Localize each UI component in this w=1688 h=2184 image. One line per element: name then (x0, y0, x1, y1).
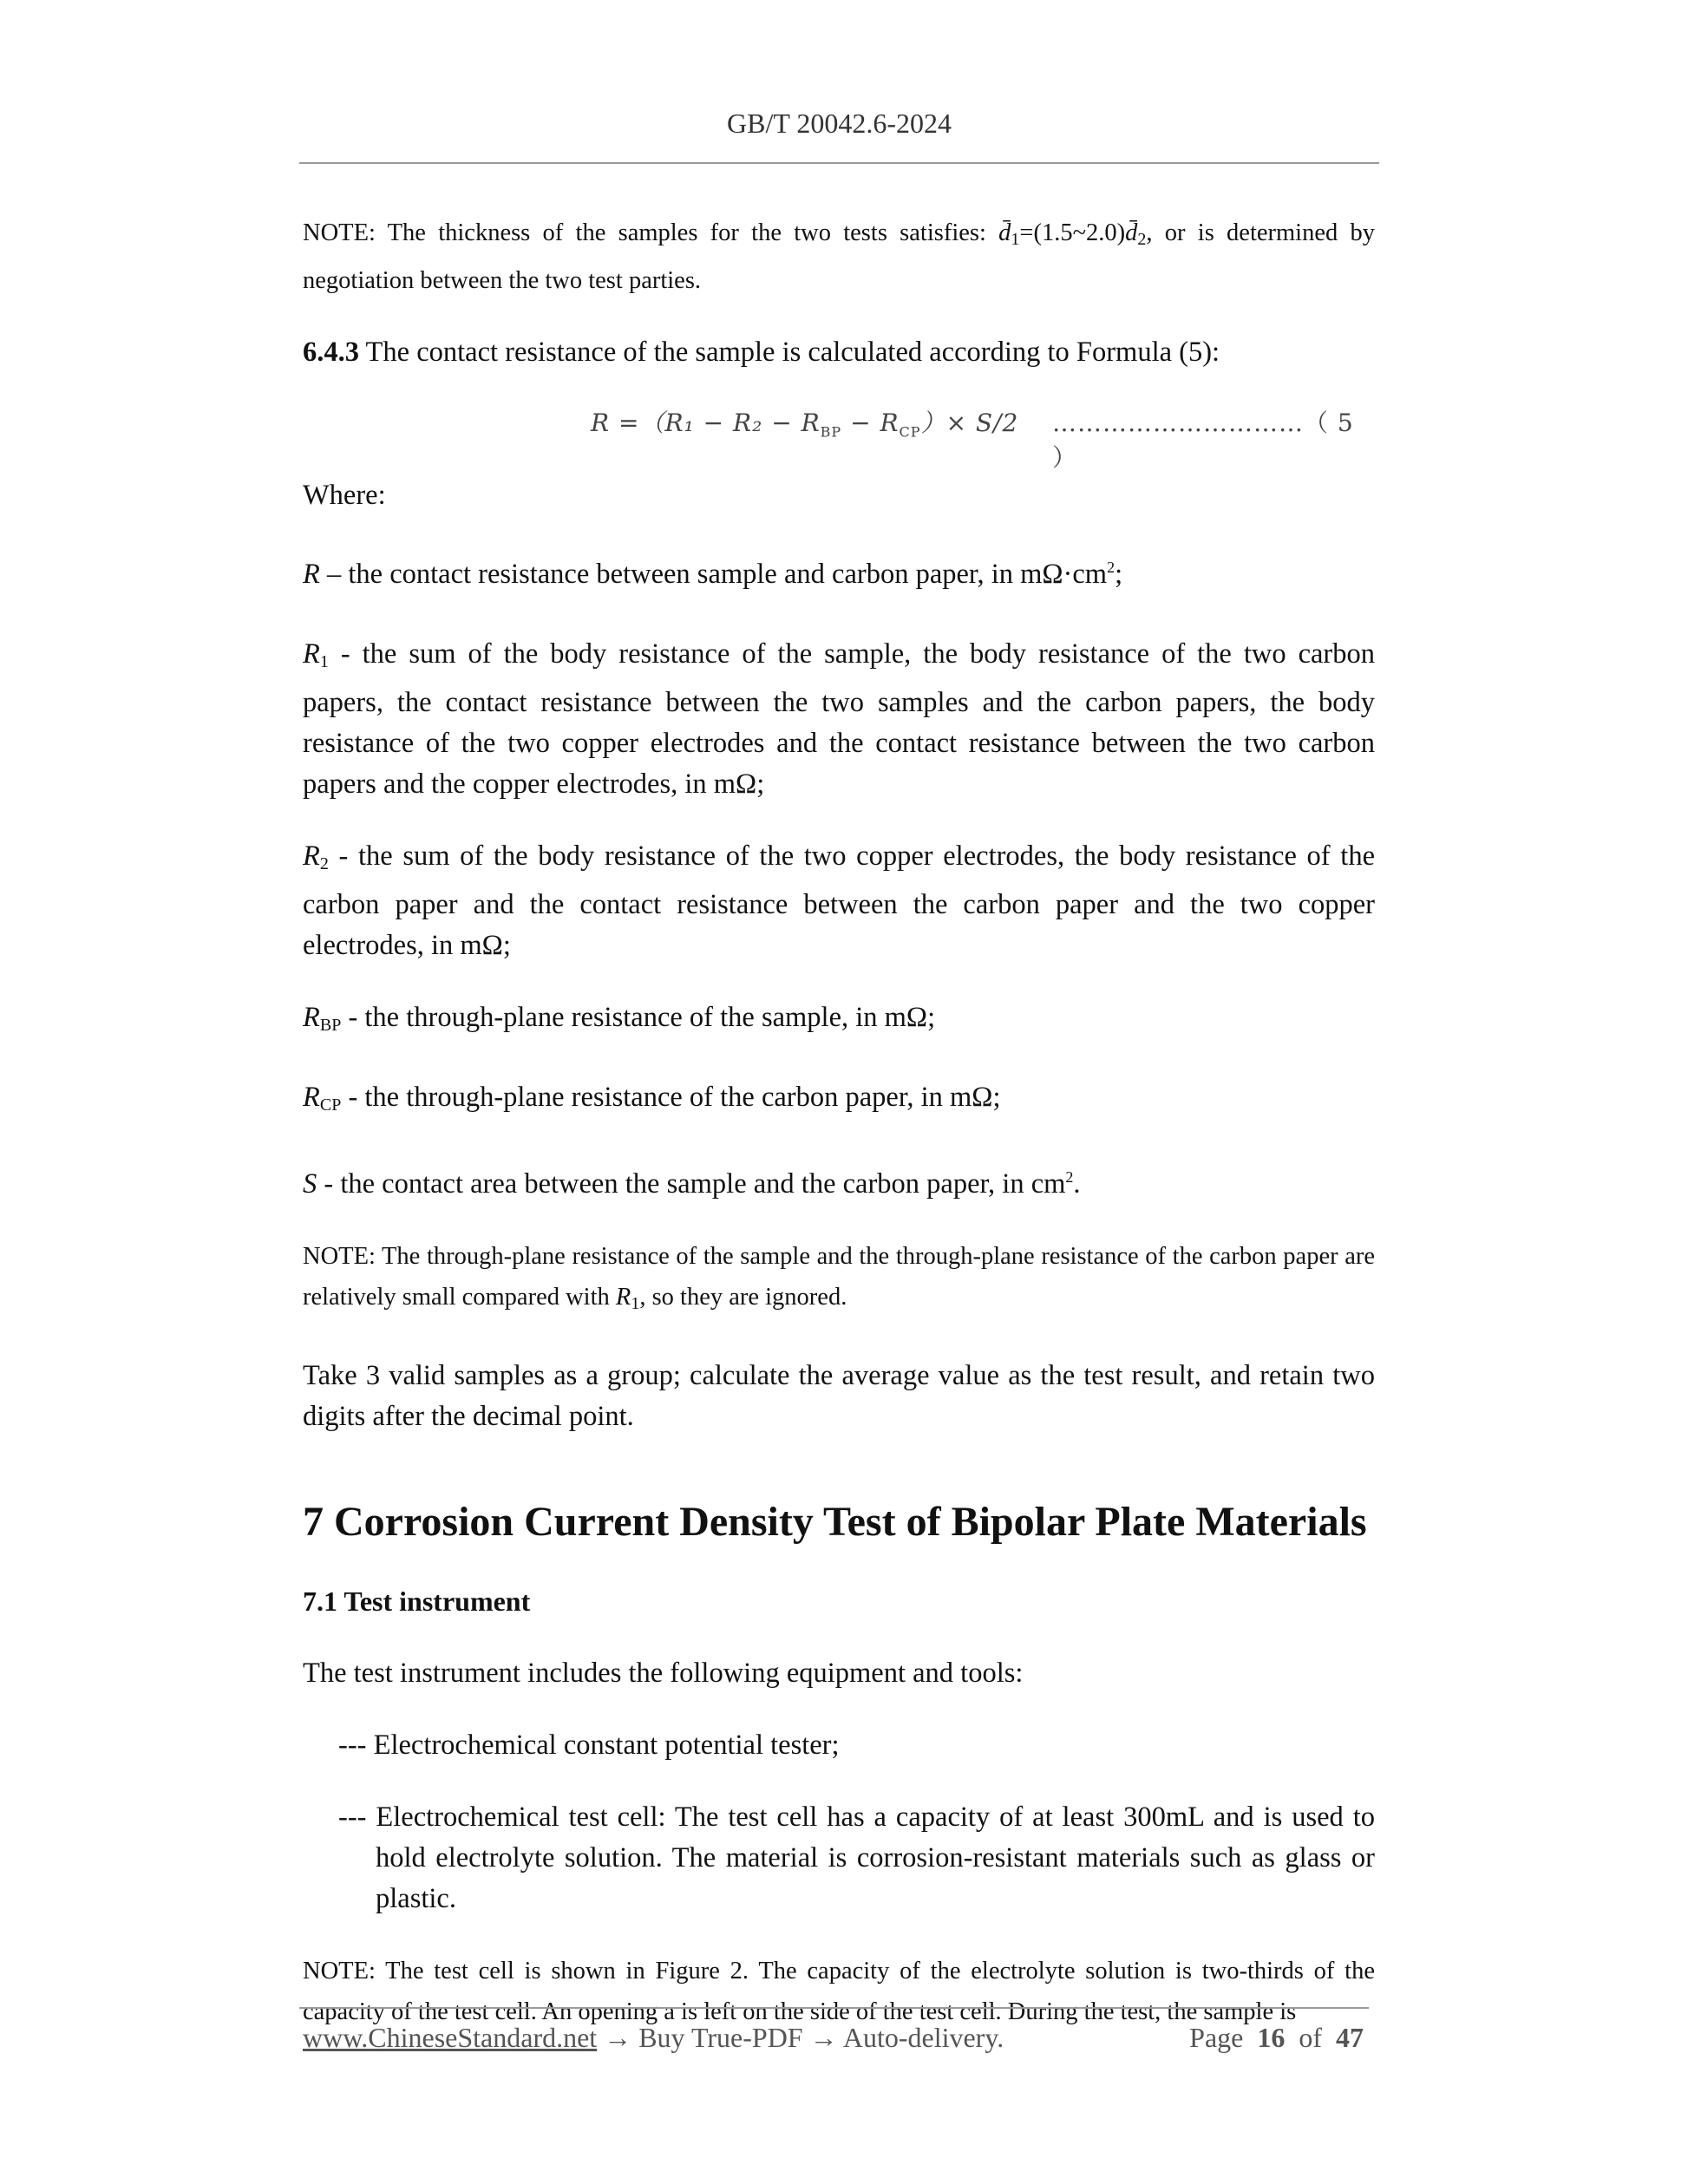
instrument-intro: The test instrument includes the following equipment and tools: (303, 1657, 1024, 1689)
formula-number: …………………………（ 5 ） (1052, 409, 1354, 472)
definition-r: R – the contact resistance between sample and carbon paper, in $m\Omega\cdot cm^2$; (303, 558, 1123, 590)
definition-rcp: $R_{CP}$ - the through-plane resistance of the carbon paper, in mΩ; (303, 1081, 1001, 1115)
note-through-plane: NOTE: The through-plane resistance of the sample and the through-plane resistance of the carbon paper are relatively small compared with $R_1$, so they are ignored. (303, 1242, 1375, 1313)
footer-left (303, 2022, 1004, 2054)
definition-r1: $R_1$ - the sum of the body resistance of the sample, the body resistance of the two carbon papers, the contact resistance between the two samples and the carbon papers, the body resistance of the two copper electrodes and the contact resistance between the two carbon papers and the copper electrodes, in mΩ; (303, 638, 1375, 800)
definition-r2: $R_2$ - the sum of the body resistance of the two copper electrodes, the body resistance of the carbon paper and the contact resistance between the carbon paper and the two copper electrodes, in mΩ; (303, 840, 1375, 961)
header-rule (299, 162, 1379, 164)
note-test-cell: NOTE: The test cell is shown in Figure 2. The capacity of the electrolyte solution is two-thirds of the capacity of the test cell. An opening a is left on the side of the test cell. During the test, the sample is (303, 1957, 1375, 2025)
where-label: Where: (303, 480, 386, 511)
footer-rule (299, 2007, 1369, 2009)
buy-true-pdf: Buy True-PDF (638, 2022, 803, 2053)
result-paragraph: Take 3 valid samples as a group; calculate the average value as the test result, and retain two digits after the decimal point. (303, 1359, 1375, 1432)
section-7-1-heading: 7.1 Test instrument (303, 1585, 531, 1617)
section-7-heading: 7 Corrosion Current Density Test of Bipolar Plate Materials (303, 1498, 1367, 1545)
page-number: Page 16 of 47 (1189, 2022, 1364, 2053)
page-content (303, 213, 1375, 2032)
website-link[interactable]: www.ChineseStandard.net (303, 2022, 598, 2053)
list-item: --- Electrochemical constant potential tester; (338, 1729, 840, 1761)
arrow-icon: → (597, 2022, 639, 2053)
page-header: GB/T 20042.6-2024 (727, 108, 952, 139)
arrow-icon: → (802, 2022, 843, 2053)
clause-6-4-3: 6.4.3 The contact resistance of the sample is calculated according to Formula (5): (303, 337, 1220, 368)
formula-5 (303, 397, 1375, 472)
definition-s: S - the contact area between the sample and the carbon paper, in $cm^2$. (303, 1167, 1081, 1200)
formula-expression: $R =(R_1 - R_2 - R_{BP} - R_{CP})\times S/2$ (591, 409, 1019, 441)
definition-rbp: $R_{BP}$ - the through-plane resistance of the sample, in mΩ; (303, 1001, 936, 1035)
auto-delivery: Auto-delivery. (842, 2022, 1004, 2053)
list-item: --- Electrochemical test cell: The test cell has a capacity of at least 300mL and is used to hold electrolyte solution. The material is corrosion-resistant materials such as glass or plastic. (338, 1801, 1375, 1914)
note-sample-thickness: NOTE: The thickness of the samples for the two tests satisfies: $d̄_1=(1.5\sim 2.0)d̄_2$, or is determined by negotiation between the two test parties. (303, 219, 1376, 294)
